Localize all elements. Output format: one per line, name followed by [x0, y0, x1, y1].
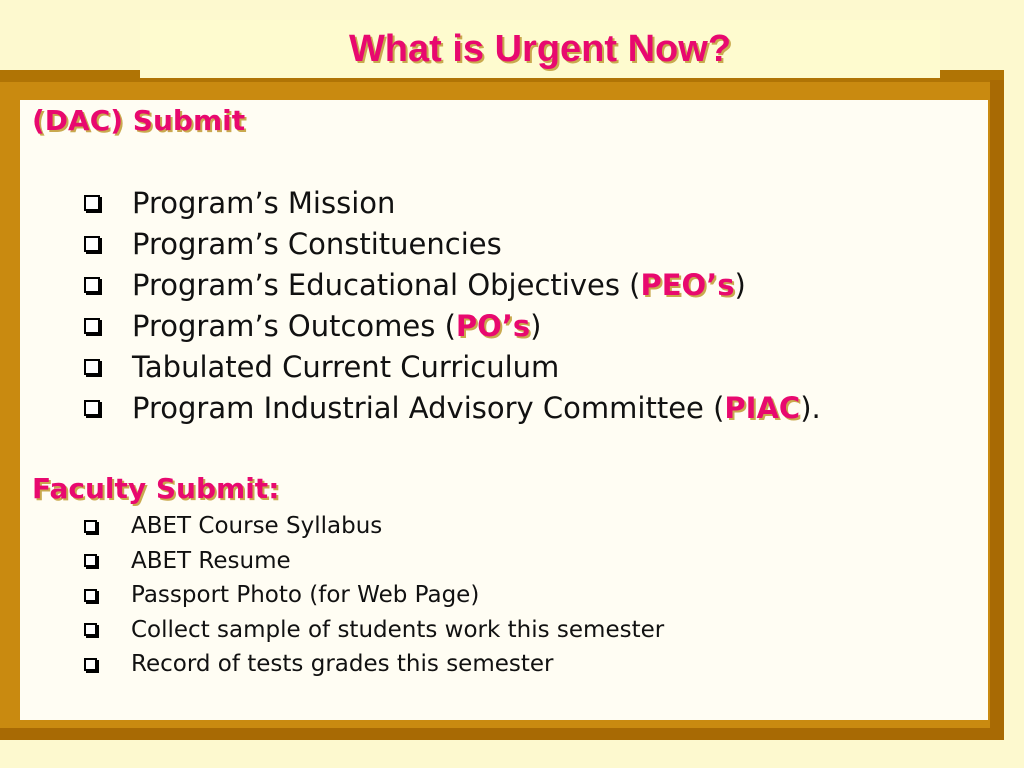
list-item: [84, 264, 821, 305]
item-text: ABET Resume: [131, 547, 291, 574]
checkbox-icon: [84, 195, 100, 211]
checkbox-icon: [84, 623, 97, 636]
list-item: [84, 305, 821, 346]
item-text: Program’s Mission: [132, 185, 396, 220]
item-text-suffix: ).: [800, 390, 821, 425]
faculty-checklist: [84, 509, 664, 682]
item-text-suffix: ): [530, 308, 542, 343]
checkbox-icon: [84, 359, 100, 375]
item-text: Collect sample of students work this semester: [131, 616, 665, 643]
list-item: [84, 647, 664, 682]
item-text: Passport Photo (for Web Page): [131, 582, 480, 609]
checkbox-icon: [84, 554, 97, 567]
item-text-suffix: ): [734, 267, 746, 302]
item-text: Program’s Educational Objectives (: [132, 267, 641, 302]
list-item: [84, 387, 821, 428]
section-heading-faculty: Faculty Submit:: [32, 472, 280, 505]
list-item: [84, 544, 664, 579]
checkbox-icon: [84, 277, 100, 293]
list-item: [84, 182, 821, 223]
item-text: Tabulated Current Curriculum: [132, 349, 560, 384]
item-text: Program’s Constituencies: [132, 226, 502, 261]
list-item: [84, 509, 664, 544]
list-item: [84, 223, 821, 264]
frame-bottom-edge: [0, 728, 1004, 740]
title-bar: [140, 20, 940, 78]
emphasis-acronym: PIAC: [724, 390, 801, 425]
section-heading-dac: (DAC) Submit: [32, 104, 246, 137]
emphasis-acronym: PO’s: [455, 308, 531, 343]
list-item: [84, 613, 664, 648]
checkbox-icon: [84, 520, 97, 533]
item-text: Record of tests grades this semester: [131, 651, 554, 678]
slide-title: What is Urgent Now?: [348, 27, 732, 70]
emphasis-acronym: PEO’s: [640, 267, 735, 302]
list-item: [84, 578, 664, 613]
checkbox-icon: [84, 318, 100, 334]
frame-right-edge: [990, 80, 1004, 740]
item-text: Program’s Outcomes (: [132, 308, 456, 343]
item-text: ABET Course Syllabus: [131, 513, 383, 540]
checkbox-icon: [84, 589, 97, 602]
dac-checklist: [84, 182, 821, 428]
item-text: Program Industrial Advisory Committee (: [132, 390, 725, 425]
checkbox-icon: [84, 236, 100, 252]
checkbox-icon: [84, 400, 100, 416]
list-item: [84, 346, 821, 387]
checkbox-icon: [84, 658, 97, 671]
